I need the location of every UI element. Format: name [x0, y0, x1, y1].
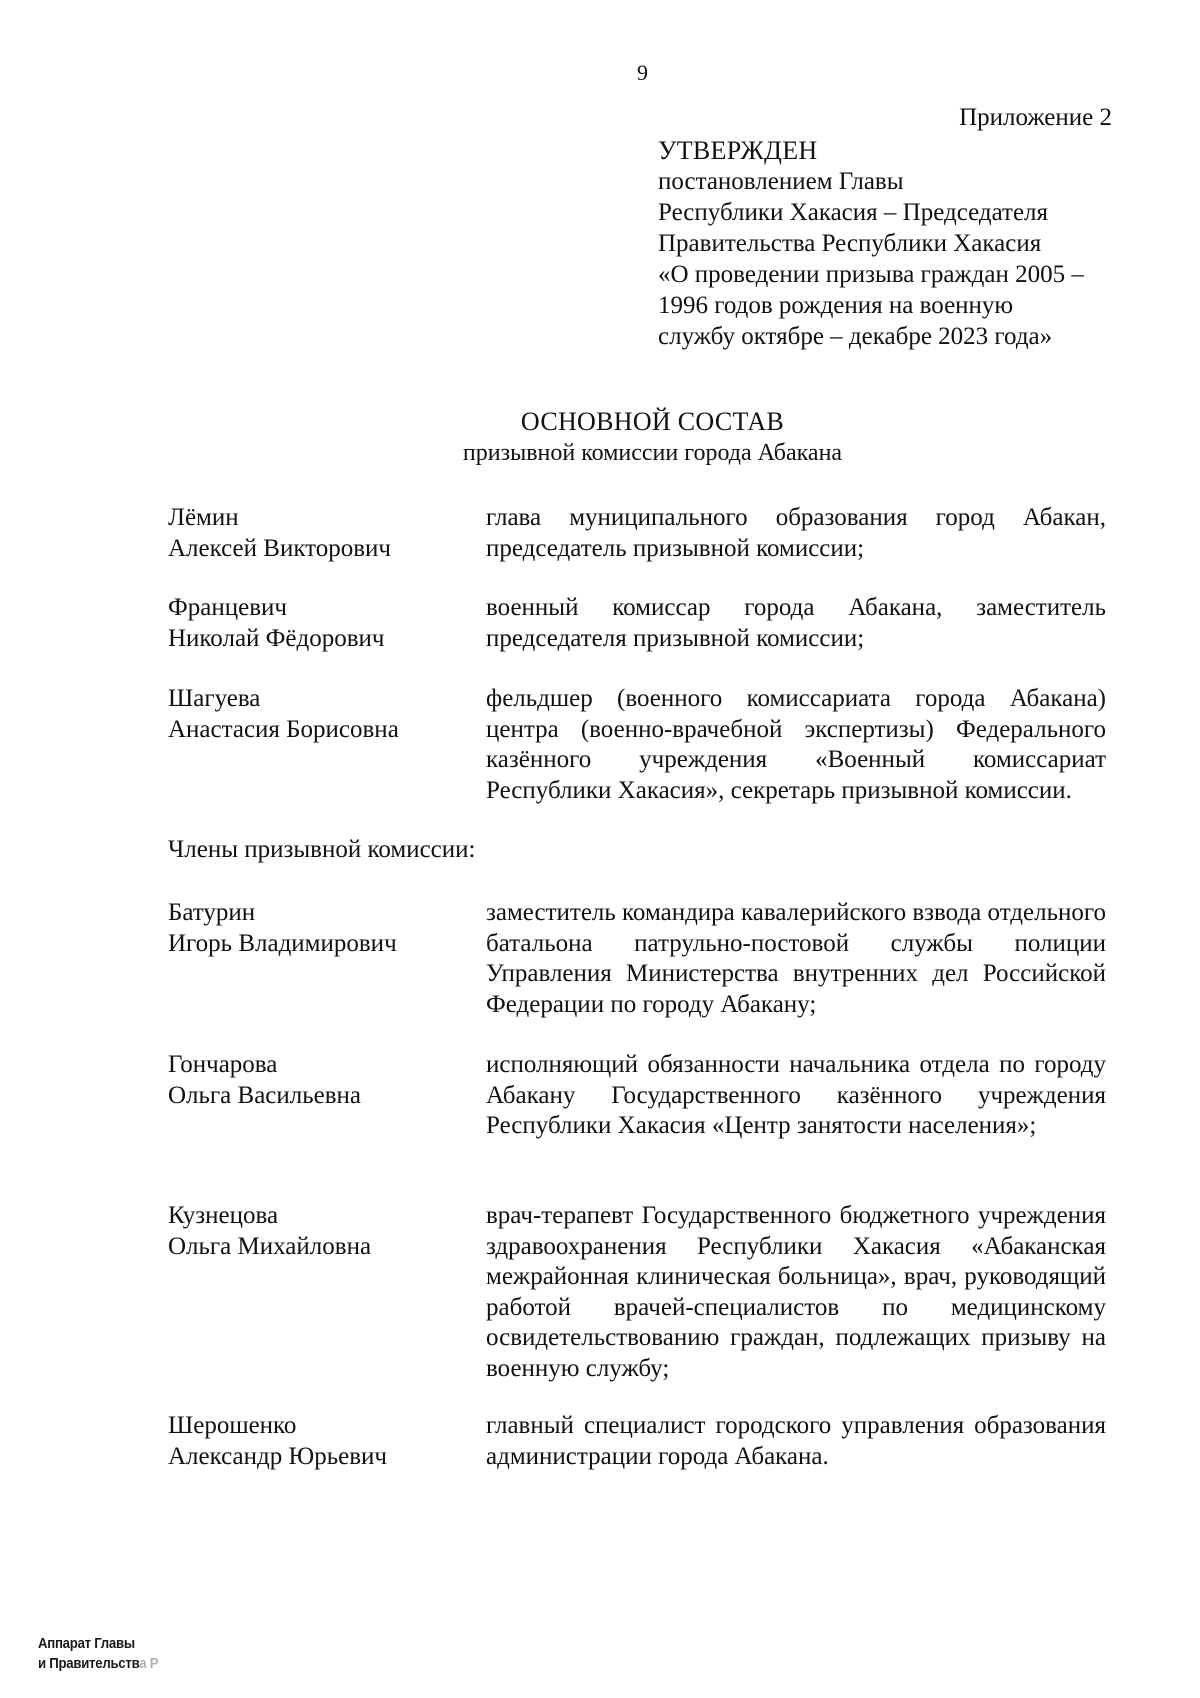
- commission-member: [168, 1411, 1106, 1472]
- person-name: [168, 684, 468, 745]
- person-role: врач-терапевт Государственного бюджетного учреждения здравоохранения Республики Хакасия «Абаканская межрайонная клиническая больница», врач, руководящий работой врачей-специалистов по медицинскому освидетельствованию граждан, подлежащих призыву на военную службу;: [486, 1202, 1106, 1382]
- stamp-line: и Правительств: [38, 1655, 140, 1672]
- approval-heading: УТВЕРЖДЕН: [658, 136, 818, 165]
- person-surname: Шагуева: [168, 685, 261, 712]
- person-given-names: Ольга Михайловна: [168, 1232, 372, 1260]
- person-given-names: Игорь Владимирович: [168, 929, 397, 957]
- person-name: [168, 1411, 468, 1472]
- members-heading: Члены призывной комиссии:: [168, 836, 476, 863]
- office-stamp: [38, 1634, 158, 1674]
- person-role: глава муниципального образования город Абакан, председатель призывной комиссии;: [486, 504, 1106, 562]
- stamp-faded-text: а Р: [139, 1655, 159, 1672]
- person-surname: Гончарова: [168, 1051, 278, 1078]
- person-given-names: Алексей Викторович: [168, 534, 391, 562]
- commission-member: [168, 1201, 1106, 1384]
- approval-line: постановлением Главы: [658, 168, 904, 195]
- approval-line: Правительства Республики Хакасия: [658, 230, 1042, 257]
- approval-line: службу октябре – декабре 2023 года»: [658, 323, 1053, 350]
- approval-line: 1996 годов рождения на военную: [658, 292, 1014, 319]
- approval-block: [658, 135, 1118, 352]
- person-name: [168, 593, 468, 654]
- commission-entry-deputy: [168, 593, 1106, 654]
- commission-entry-secretary: [168, 684, 1106, 806]
- approval-line: Республики Хакасия – Председателя: [658, 199, 1049, 226]
- person-surname: Францевич: [168, 594, 287, 621]
- commission-member: [168, 898, 1106, 1020]
- title-main: ОСНОВНОЙ СОСТАВ: [520, 407, 785, 436]
- person-given-names: Ольга Васильевна: [168, 1081, 362, 1109]
- approval-line: «О проведении призыва граждан 2005 –: [658, 261, 1084, 288]
- person-role: фельдшер (военного комиссариата города Абакана) центра (военно-врачебной экспертизы) Федерального казённого учреждения «Военный комиссариат Республики Хакасия», секретарь призывной комиссии.: [486, 685, 1106, 804]
- person-given-names: Николай Фёдорович: [168, 624, 385, 652]
- commission-entry-chairman: [168, 503, 1106, 564]
- person-role: заместитель командира кавалерийского взвода отдельного батальона патрульно-постовой службы полиции Управления Министерства внутренних дел Российской Федерации по городу Абакану;: [486, 899, 1106, 1018]
- person-surname: Лёмин: [168, 504, 239, 531]
- commission-member: [168, 1050, 1106, 1142]
- person-name: [168, 503, 468, 564]
- person-given-names: Анастасия Борисовна: [168, 715, 399, 743]
- person-name: [168, 1050, 468, 1111]
- person-role: исполняющий обязанности начальника отдела по городу Абакану Государственного казённого учреждения Республики Хакасия «Центр занятости населения»;: [486, 1051, 1106, 1139]
- appendix-label: Приложение 2: [959, 104, 1112, 131]
- person-role: главный специалист городского управления образования администрации города Абакана.: [486, 1412, 1106, 1470]
- person-surname: Шерошенко: [168, 1412, 297, 1439]
- page-number: 9: [637, 60, 648, 85]
- person-surname: Батурин: [168, 899, 256, 926]
- person-role: военный комиссар города Абакана, заместитель председателя призывной комиссии;: [486, 594, 1106, 652]
- person-given-names: Александр Юрьевич: [168, 1442, 387, 1470]
- document-title: [0, 406, 1200, 468]
- stamp-line: Аппарат Главы: [38, 1635, 135, 1652]
- person-name: [168, 1201, 468, 1262]
- person-name: [168, 898, 468, 959]
- person-surname: Кузнецова: [168, 1202, 279, 1229]
- title-subtitle: призывной комиссии города Абакана: [462, 440, 843, 466]
